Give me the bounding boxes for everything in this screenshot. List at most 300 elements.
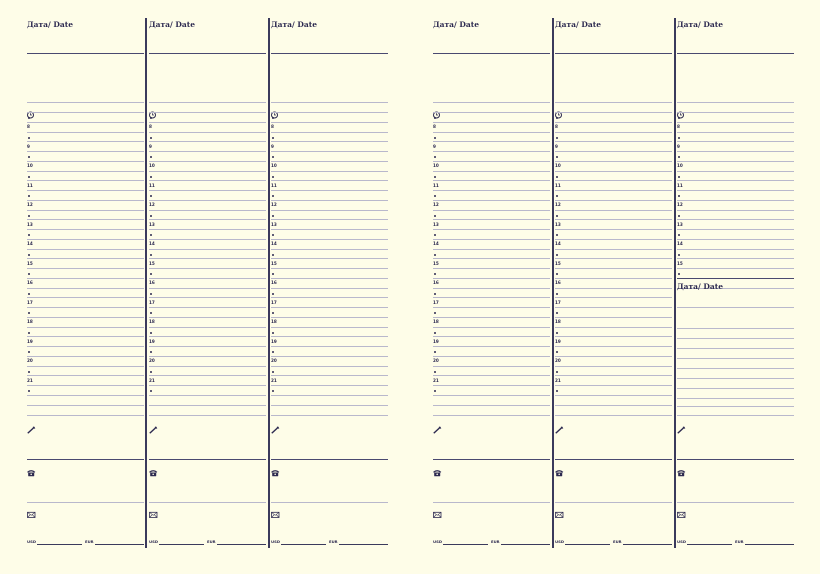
- hour-row-line: [433, 102, 550, 103]
- hour-row-line: [555, 219, 672, 220]
- notes-divider: [271, 459, 388, 460]
- hour-row-line: [27, 180, 144, 181]
- blank-line: [677, 406, 794, 407]
- hour-label: 16: [433, 280, 439, 285]
- hour-label: 8: [555, 124, 558, 129]
- hour-row-line: [677, 190, 794, 191]
- hour-row-line: [271, 268, 388, 269]
- eur-label: EUR: [491, 539, 500, 544]
- hour-row-line: [27, 375, 144, 376]
- hour-row-line: [433, 405, 550, 406]
- phone-icon: [555, 462, 564, 481]
- hour-label: 16: [149, 280, 155, 285]
- hour-row-line: [433, 161, 550, 162]
- half-hour-dot: [150, 312, 152, 314]
- eur-label: EUR: [207, 539, 216, 544]
- half-hour-dot: [28, 156, 30, 158]
- half-hour-dot: [678, 137, 680, 139]
- hour-label: 12: [271, 202, 277, 207]
- hour-row-line: [677, 102, 794, 103]
- date-underline: [27, 53, 144, 54]
- usd-line[interactable]: [687, 544, 732, 545]
- half-hour-dot: [28, 215, 30, 217]
- half-hour-dot: [272, 234, 274, 236]
- clock-icon: [27, 104, 36, 123]
- hour-row-line: [149, 190, 266, 191]
- hour-row-line: [677, 258, 794, 259]
- hour-row-line: [27, 336, 144, 337]
- usd-label: USD: [677, 539, 686, 544]
- half-hour-dot: [434, 195, 436, 197]
- hour-row-line: [271, 297, 388, 298]
- hour-row-line: [149, 132, 266, 133]
- hour-row-line: [555, 239, 672, 240]
- half-hour-dot: [272, 156, 274, 158]
- half-hour-dot: [28, 137, 30, 139]
- hour-row-line: [555, 190, 672, 191]
- hour-row-line: [555, 278, 672, 279]
- hour-label: 9: [149, 143, 152, 149]
- hour-row-line: [149, 180, 266, 181]
- hour-row-line: [27, 161, 144, 162]
- eur-line[interactable]: [339, 544, 388, 545]
- half-hour-dot: [434, 351, 436, 353]
- hour-row-line: [271, 141, 388, 142]
- hour-label: 8: [27, 124, 30, 129]
- usd-label: USD: [555, 539, 564, 544]
- hour-row-line: [149, 336, 266, 337]
- half-hour-dot: [150, 371, 152, 373]
- hour-row-line: [27, 249, 144, 250]
- eur-line[interactable]: [501, 544, 550, 545]
- hour-label: 14: [27, 241, 33, 246]
- half-hour-dot: [434, 312, 436, 314]
- half-hour-dot: [434, 390, 436, 392]
- blank-line: [677, 388, 794, 389]
- half-hour-dot: [434, 234, 436, 236]
- date-label: Дата/ Date: [677, 20, 723, 29]
- half-hour-dot: [272, 390, 274, 392]
- hour-row-line: [555, 395, 672, 396]
- hour-row-line: [271, 307, 388, 308]
- day-column: [149, 18, 266, 548]
- hour-row-line: [433, 180, 550, 181]
- clock-icon: [677, 104, 686, 123]
- half-hour-dot: [434, 273, 436, 275]
- half-hour-dot: [556, 390, 558, 392]
- envelope-icon: [433, 504, 442, 523]
- half-hour-dot: [28, 273, 30, 275]
- hour-row-line: [433, 288, 550, 289]
- half-hour-dot: [678, 215, 680, 217]
- hour-row-line: [149, 112, 266, 113]
- hour-row-line: [149, 288, 266, 289]
- hour-label: 17: [555, 299, 561, 305]
- hour-label: 15: [433, 260, 439, 266]
- clock-icon: [271, 104, 280, 123]
- hour-row-line: [433, 375, 550, 376]
- spare-line: [271, 415, 388, 416]
- hour-label: 9: [27, 143, 30, 149]
- hour-row-line: [27, 366, 144, 367]
- hour-row-line: [149, 122, 266, 123]
- hour-row-line: [433, 307, 550, 308]
- hour-row-line: [27, 210, 144, 211]
- half-hour-dot: [150, 195, 152, 197]
- hour-label: 15: [27, 260, 33, 266]
- hour-row-line: [27, 102, 144, 103]
- hour-row-line: [271, 219, 388, 220]
- hour-label: 14: [433, 241, 439, 246]
- hour-label: 15: [677, 260, 683, 266]
- half-hour-dot: [556, 215, 558, 217]
- hour-row-line: [271, 132, 388, 133]
- hour-row-line: [149, 239, 266, 240]
- hour-label: 8: [271, 124, 274, 129]
- hour-row-line: [433, 297, 550, 298]
- hour-row-line: [27, 385, 144, 386]
- half-hour-dot: [28, 195, 30, 197]
- hour-row-line: [433, 249, 550, 250]
- phone-divider: [433, 502, 550, 503]
- spare-line: [433, 415, 550, 416]
- hour-row-line: [433, 171, 550, 172]
- half-hour-dot: [272, 273, 274, 275]
- hour-row-line: [677, 239, 794, 240]
- eur-label: EUR: [329, 539, 338, 544]
- hour-label: 9: [677, 143, 680, 149]
- hour-row-line: [271, 327, 388, 328]
- hour-row-line: [677, 132, 794, 133]
- hour-label: 8: [149, 124, 152, 129]
- phone-icon: [27, 462, 36, 481]
- spare-line: [555, 415, 672, 416]
- hour-row-line: [27, 112, 144, 113]
- half-hour-dot: [556, 293, 558, 295]
- half-hour-dot: [150, 293, 152, 295]
- hour-row-line: [555, 288, 672, 289]
- hour-row-line: [271, 190, 388, 191]
- half-hour-dot: [28, 312, 30, 314]
- column-divider: [268, 18, 270, 548]
- rule-line: [677, 307, 794, 308]
- hour-label: 16: [271, 280, 277, 285]
- half-hour-dot: [556, 137, 558, 139]
- hour-row-line: [27, 317, 144, 318]
- hour-label: 17: [149, 299, 155, 305]
- hour-row-line: [555, 346, 672, 347]
- envelope-icon: [149, 504, 158, 523]
- hour-row-line: [555, 307, 672, 308]
- hour-row-line: [555, 200, 672, 201]
- blank-line: [677, 378, 794, 379]
- day-column: [27, 18, 144, 548]
- half-hour-dot: [556, 332, 558, 334]
- hour-row-line: [433, 336, 550, 337]
- blank-line: [677, 328, 794, 329]
- pen-icon: [149, 419, 158, 438]
- half-hour-dot: [434, 176, 436, 178]
- hour-row-line: [677, 141, 794, 142]
- hour-row-line: [149, 249, 266, 250]
- hour-label: 20: [149, 358, 155, 363]
- hour-row-line: [433, 132, 550, 133]
- hour-row-line: [27, 258, 144, 259]
- hour-row-line: [677, 268, 794, 269]
- hour-row-line: [149, 151, 266, 152]
- hour-row-line: [433, 190, 550, 191]
- half-hour-dot: [150, 390, 152, 392]
- notes-divider: [555, 459, 672, 460]
- hour-row-line: [271, 102, 388, 103]
- hour-row-line: [271, 278, 388, 279]
- clock-icon: [433, 104, 442, 123]
- hour-row-line: [149, 307, 266, 308]
- hour-row-line: [149, 171, 266, 172]
- envelope-icon: [27, 504, 36, 523]
- eur-line[interactable]: [623, 544, 672, 545]
- half-hour-dot: [28, 371, 30, 373]
- half-hour-dot: [434, 215, 436, 217]
- hour-label: 11: [433, 182, 439, 188]
- hour-row-line: [433, 395, 550, 396]
- pen-icon: [677, 419, 686, 438]
- hour-row-line: [27, 132, 144, 133]
- half-hour-dot: [150, 234, 152, 236]
- half-hour-dot: [678, 195, 680, 197]
- hour-row-line: [433, 210, 550, 211]
- eur-label: EUR: [85, 539, 94, 544]
- half-hour-dot: [556, 156, 558, 158]
- half-hour-dot: [434, 371, 436, 373]
- hour-row-line: [555, 151, 672, 152]
- usd-line[interactable]: [281, 544, 326, 545]
- hour-row-line: [433, 327, 550, 328]
- hour-row-line: [555, 161, 672, 162]
- hour-label: 14: [555, 241, 561, 246]
- hour-row-line: [27, 268, 144, 269]
- hour-row-line: [271, 395, 388, 396]
- hour-label: 13: [271, 221, 277, 227]
- hour-label: 16: [555, 280, 561, 285]
- phone-divider: [27, 502, 144, 503]
- hour-row-line: [27, 151, 144, 152]
- half-hour-dot: [556, 195, 558, 197]
- hour-label: 18: [271, 319, 277, 324]
- day-column: [555, 18, 672, 548]
- eur-line[interactable]: [217, 544, 266, 545]
- half-hour-dot: [28, 390, 30, 392]
- half-hour-dot: [150, 254, 152, 256]
- hour-label: 14: [149, 241, 155, 246]
- currency-row: [271, 539, 388, 547]
- hour-row-line: [433, 141, 550, 142]
- hour-row-line: [27, 405, 144, 406]
- hour-label: 13: [433, 221, 439, 227]
- column-divider: [552, 18, 554, 548]
- hour-label: 20: [433, 358, 439, 363]
- hour-label: 8: [433, 124, 436, 129]
- hour-row-line: [149, 405, 266, 406]
- half-hour-dot: [28, 254, 30, 256]
- phone-divider: [149, 502, 266, 503]
- date-label: Дата/ Date: [27, 20, 73, 29]
- currency-row: [555, 539, 672, 547]
- hour-row-line: [677, 171, 794, 172]
- half-hour-dot: [556, 371, 558, 373]
- hour-row-line: [27, 229, 144, 230]
- hour-row-line: [677, 151, 794, 152]
- hour-label: 11: [677, 182, 683, 188]
- usd-label: USD: [27, 539, 36, 544]
- half-hour-dot: [272, 371, 274, 373]
- hour-row-line: [555, 141, 672, 142]
- hour-label: 12: [149, 202, 155, 207]
- half-hour-dot: [150, 273, 152, 275]
- hour-label: 20: [27, 358, 33, 363]
- hour-row-line: [271, 171, 388, 172]
- hour-row-line: [27, 346, 144, 347]
- notes-divider: [677, 459, 794, 460]
- usd-line[interactable]: [565, 544, 610, 545]
- pen-icon: [271, 419, 280, 438]
- hour-row-line: [149, 356, 266, 357]
- hour-row-line: [27, 327, 144, 328]
- clock-icon: [555, 104, 564, 123]
- hour-label: 10: [433, 163, 439, 168]
- hour-label: 12: [433, 202, 439, 207]
- hour-row-line: [149, 200, 266, 201]
- half-hour-dot: [678, 234, 680, 236]
- hour-label: 19: [433, 338, 439, 344]
- half-hour-dot: [28, 293, 30, 295]
- notes-divider: [27, 459, 144, 460]
- hour-label: 19: [555, 338, 561, 344]
- hour-label: 20: [555, 358, 561, 363]
- hour-row-line: [433, 229, 550, 230]
- usd-label: USD: [271, 539, 280, 544]
- hour-row-line: [677, 229, 794, 230]
- hour-label: 10: [271, 163, 277, 168]
- hour-label: 9: [433, 143, 436, 149]
- date-label: Дата/ Date: [555, 20, 601, 29]
- hour-row-line: [555, 180, 672, 181]
- half-hour-dot: [272, 195, 274, 197]
- phone-icon: [149, 462, 158, 481]
- hour-row-line: [271, 200, 388, 201]
- hour-row-line: [271, 336, 388, 337]
- date-underline: [433, 53, 550, 54]
- half-hour-dot: [556, 234, 558, 236]
- usd-line[interactable]: [159, 544, 204, 545]
- half-hour-dot: [678, 254, 680, 256]
- spare-line: [677, 415, 794, 416]
- hour-row-line: [555, 229, 672, 230]
- hour-row-line: [27, 219, 144, 220]
- hour-row-line: [555, 356, 672, 357]
- hour-label: 19: [27, 338, 33, 344]
- hour-label: 18: [555, 319, 561, 324]
- envelope-icon: [555, 504, 564, 523]
- hour-row-line: [677, 219, 794, 220]
- hour-label: 12: [677, 202, 683, 207]
- blank-line: [677, 338, 794, 339]
- hour-row-line: [271, 122, 388, 123]
- half-hour-dot: [272, 254, 274, 256]
- eur-line[interactable]: [745, 544, 794, 545]
- hour-row-line: [271, 317, 388, 318]
- hour-label: 14: [677, 241, 683, 246]
- half-hour-dot: [678, 273, 680, 275]
- hour-row-line: [555, 249, 672, 250]
- blank-line: [677, 358, 794, 359]
- usd-line[interactable]: [37, 544, 82, 545]
- hour-row-line: [555, 297, 672, 298]
- usd-line[interactable]: [443, 544, 488, 545]
- hour-row-line: [149, 278, 266, 279]
- hour-row-line: [27, 288, 144, 289]
- hour-row-line: [433, 346, 550, 347]
- half-hour-dot: [272, 312, 274, 314]
- column-divider: [145, 18, 147, 548]
- half-hour-dot: [272, 137, 274, 139]
- hour-row-line: [149, 258, 266, 259]
- blank-line: [677, 368, 794, 369]
- hour-row-line: [433, 317, 550, 318]
- hour-row-line: [149, 327, 266, 328]
- hour-label: 21: [149, 377, 155, 383]
- eur-line[interactable]: [95, 544, 144, 545]
- blank-line: [677, 348, 794, 349]
- hour-row-line: [433, 200, 550, 201]
- hour-row-line: [555, 171, 672, 172]
- hour-row-line: [555, 336, 672, 337]
- hour-row-line: [677, 249, 794, 250]
- half-hour-dot: [272, 351, 274, 353]
- hour-row-line: [271, 161, 388, 162]
- hour-label: 11: [149, 182, 155, 188]
- date-underline: [555, 53, 672, 54]
- hour-row-line: [677, 122, 794, 123]
- half-hour-dot: [272, 215, 274, 217]
- hour-row-line: [149, 219, 266, 220]
- phone-divider: [677, 502, 794, 503]
- hour-label: 10: [149, 163, 155, 168]
- hour-row-line: [433, 268, 550, 269]
- hour-label: 18: [27, 319, 33, 324]
- column-divider: [674, 18, 676, 548]
- half-hour-dot: [678, 156, 680, 158]
- clock-icon: [149, 104, 158, 123]
- hour-row-line: [555, 366, 672, 367]
- hour-row-line: [677, 180, 794, 181]
- phone-icon: [433, 462, 442, 481]
- phone-icon: [271, 462, 280, 481]
- half-hour-dot: [556, 312, 558, 314]
- phone-icon: [677, 462, 686, 481]
- envelope-icon: [271, 504, 280, 523]
- half-hour-dot: [28, 176, 30, 178]
- hour-row-line: [433, 151, 550, 152]
- half-hour-dot: [150, 215, 152, 217]
- hour-row-line: [555, 268, 672, 269]
- hour-row-line: [555, 385, 672, 386]
- hour-label: 13: [555, 221, 561, 227]
- usd-label: USD: [149, 539, 158, 544]
- hour-row-line: [149, 366, 266, 367]
- hour-row-line: [27, 122, 144, 123]
- hour-row-line: [677, 210, 794, 211]
